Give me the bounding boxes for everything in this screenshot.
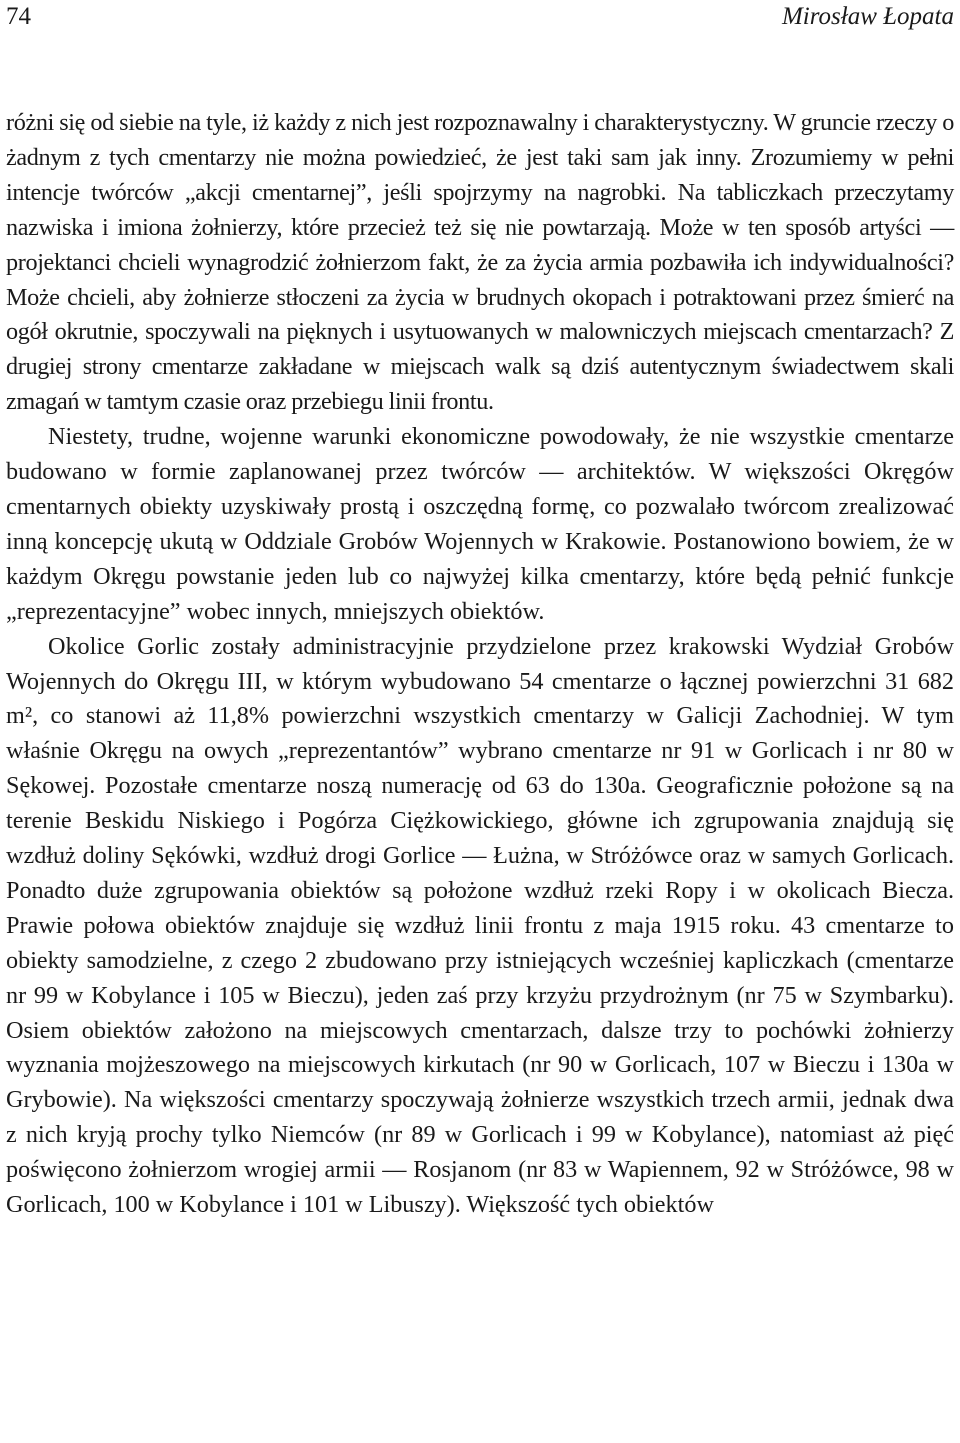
paragraph: różni się od siebie na tyle, iż każdy z nich jest rozpoznawalny i charakterystyczny. W gruncie rzeczy o żadnym z tych cmentarzy nie można powiedzieć, że jest taki sam jak inny. Zrozumiemy w pełni intencje twórców „akcji cmentarnej”, jeśli spojrzymy na nagrobki. Na tabliczkach przeczytamy nazwiska i imiona żołnierzy, które przecież też się nie powtarzają. Może w ten sposób artyści — projektanci chcieli wynagrodzić żołnierzom fakt, że za życia armia pozbawiła ich indywidualności? Może chcieli, aby żołnierze stłoczeni za życia w brudnych okopach i potraktowani przez śmierć na ogół okrutnie, spoczywali na pięknych i usytuowanych w malowniczych miejscach cmentarzach? Z drugiej strony cmentarze zakładane w miejscach walk są dziś autentycznym świadectwem skali zmagań w tamtym czasie oraz przebiegu linii frontu. (6, 109, 954, 416)
body-text (6, 106, 954, 1223)
running-header (6, 0, 954, 40)
paragraph: Niestety, trudne, wojenne warunki ekonomiczne powodowały, że nie wszystkie cmentarze budowano w formie zaplanowanej przez twórców — architektów. W większości Okręgów cmentarnych obiekty uzyskiwały prostą i oszczędną formę, co pozwalało twórcom zrealizować inną koncepcję ukutą w Oddziale Grobów Wojennych w Krakowie. Postanowiono bowiem, że w każdym Okręgu powstanie jeden lub co najwyżej kilka cmentarzy, które będą pełnić funkcje „reprezentacyjne” wobec innych, mniejszych obiektów. (6, 423, 954, 625)
page (6, 0, 954, 1223)
running-header-author: Mirosław Łopata (781, 3, 954, 30)
paragraph: Okolice Gorlic zostały administracyjnie przydzielone przez krakowski Wydział Grobów Wojennych do Okręgu III, w którym wybudowano 54 cmentarze o łącznej powierzchni 31 682 m², co stanowi aż 11,8% powierzchni wszystkich cmentarzy w Galicji Zachodniej. W tym właśnie Okręgu na owych „reprezentantów” wybrano cmentarze nr 91 w Gorlicach i nr 80 w Sękowej. Pozostałe cmentarze noszą numerację od 63 do 130a. Geograficznie położone są na terenie Beskidu Niskiego i Pogórza Ciężkowickiego, główne ich zgrupowania znajdują się wzdłuż doliny Sękówki, wzdłuż drogi Gorlice — Łużna, w Stróżówce oraz w samych Gorlicach. Ponadto duże zgrupowania obiektów są położone wzdłuż rzeki Ropy i w okolicach Biecza. Prawie połowa obiektów znajduje się wzdłuż linii frontu z maja 1915 roku. 43 cmentarze to obiekty samodzielne, z czego 2 zbudowano przy istniejących wcześniej kapliczkach (cmentarze nr 99 w Kobylance i 105 w Bieczu), jeden zaś przy krzyżu przydrożnym (nr 75 w Szymbarku). Osiem obiektów założono na miejscowych cmentarzach, dalsze trzy to pochówki żołnierzy wyznania mojżeszowego na miejscowych kirkutach (nr 90 w Gorlicach, 107 w Bieczu i 130a w Grybowie). Na większości cmentarzy spoczywają żołnierze wszystkich trzech armii, jednak dwa z nich kryją prochy tylko Niemców (nr 89 w Gorlicach i 99 w Kobylance), natomiast aż pięć poświęcono żołnierzom wrogiej armii — Rosjanom (nr 83 w Wapiennem, 92 w Stróżówce, 98 w Gorlicach, 100 w Kobylance i 101 w Libuszy). Większość tych obiektów (6, 632, 954, 1219)
page-number: 74 (6, 3, 31, 30)
